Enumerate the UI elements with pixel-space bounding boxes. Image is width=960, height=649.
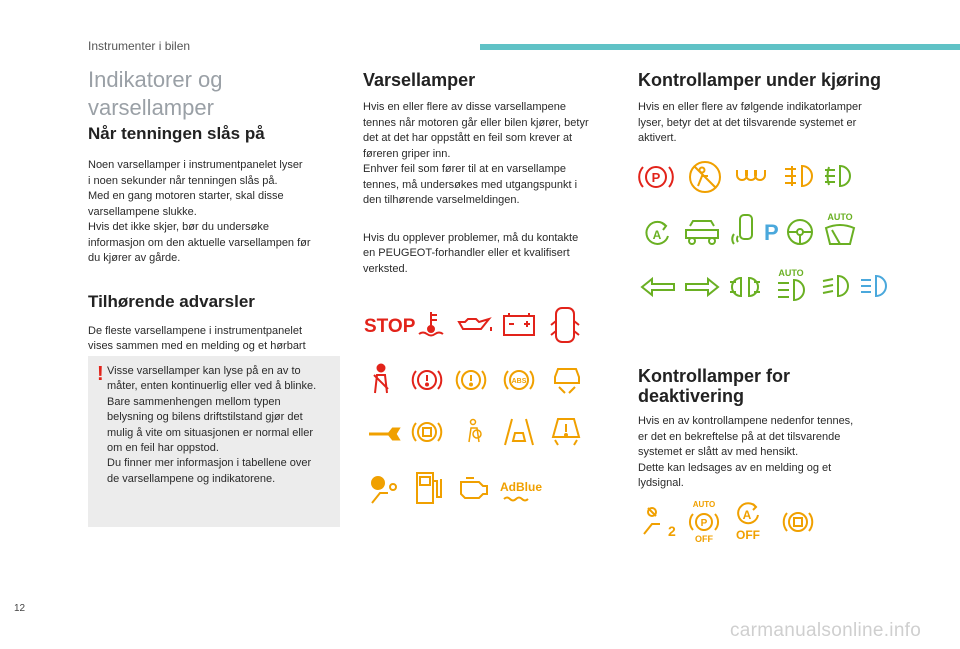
glow-plug-icon [734, 166, 768, 186]
brake-pads-icon [412, 417, 442, 447]
auto-stop-start-icon [644, 220, 672, 248]
text-line: aktivert. [638, 132, 677, 144]
parking-label: P [651, 170, 661, 185]
text-line: Dette kan ledsages av en melding og et [638, 461, 832, 474]
sidelights-icon [728, 274, 762, 300]
text-line: Hvis en av kontrollampene nedenfor tennes, [638, 415, 854, 427]
text-line: Du finner mer informasjon i tabellene over [107, 457, 312, 470]
text-line: vises sammen med en melding og et hørbart [88, 340, 306, 352]
text-line: om en feil har oppstod. [107, 442, 219, 455]
auto-label: AUTO [692, 500, 716, 509]
heading-ignition: Når tenningen slås på [88, 124, 265, 143]
deactivation-text [638, 414, 898, 492]
parking-sensors-icon [730, 212, 756, 250]
park-assist-icon [760, 216, 782, 246]
brake-warning-icon [456, 365, 486, 395]
adblue-icon [498, 475, 542, 505]
parking-brake-icon [636, 162, 676, 192]
stop-icon [362, 313, 416, 337]
door-open-icon [550, 305, 580, 345]
warning-icons-grid [362, 305, 602, 515]
front-fog-icon [822, 162, 852, 190]
a-label: A [742, 508, 752, 522]
heading-deactivation-line2: deaktivering [638, 386, 745, 406]
text-line: den tilhørende varselmeldingen. [363, 194, 520, 206]
text-line: Visse varsellamper kan lyse på en av to [107, 365, 301, 377]
text-line: Enhver feil som fører til at en varsellampe [363, 163, 566, 175]
deactivation-section [638, 366, 898, 492]
oil-pressure-icon [456, 313, 494, 337]
dipped-beam-icon [820, 272, 850, 300]
warning-lamps-text [363, 100, 613, 209]
text-line: det at det har oppstått en feil som krever at [363, 132, 573, 144]
heading-deactivation-line1: Kontrollamper for [638, 366, 791, 386]
note-box [88, 356, 340, 527]
esp-icon [550, 361, 584, 395]
auto-wipers-icon [820, 210, 860, 248]
p-label: P [700, 518, 708, 529]
text-line: verksted. [363, 262, 408, 275]
text-line: måter, enten kontinuerlig eller ved å blinke. [107, 380, 317, 393]
indicator-icons-grid [636, 150, 896, 310]
text-line: varsellampene slukke. [88, 205, 197, 218]
seatbelt-icon [366, 363, 396, 397]
text-line: Hvis du opplever problemer, må du kontakte [363, 231, 579, 244]
text-line: Hvis det ikke skjer, bør du undersøke [88, 221, 269, 233]
auto-park-brake-off-icon [686, 498, 722, 544]
header-accent-bar [480, 44, 960, 50]
text-line: Noen varsellamper i instrumentpanelet lyser [88, 159, 303, 171]
text-line: du kjører av gårde. [88, 252, 181, 264]
text-line: i noen sekunder når tenningen slås på. [88, 174, 278, 187]
column-warning-lamps [363, 66, 613, 277]
text-line: de varsellampene og indikatorene. [107, 472, 276, 485]
main-beam-icon [858, 272, 888, 300]
turn-left-icon [640, 276, 676, 298]
page-number: 12 [14, 603, 26, 614]
text-line: lyser, betyr det at det tilsvarende systemet er [638, 116, 857, 129]
exclamation-icon: ! [97, 363, 104, 385]
passenger-number: 2 [668, 523, 676, 539]
watermark: carmanualsonline.info [730, 620, 922, 641]
coolant-temp-icon [416, 309, 446, 339]
text-line: De fleste varsellampene i instrumentpanelet [88, 324, 303, 337]
off-label: OFF [736, 528, 760, 542]
cruise-control-icon [682, 216, 722, 246]
dealer-text [363, 231, 613, 278]
text-line: en PEUGEOT-forhandler eller et kvalifisert [363, 247, 570, 259]
engine-check-icon [456, 475, 490, 501]
stop-start-label: A [652, 228, 662, 242]
text-line: er det en bekreftelse på at det tilsvarende [638, 430, 841, 443]
page-title: Indikatorer og varsellamper [88, 67, 223, 120]
airbag-deactivated-icon [640, 504, 680, 540]
lane-departure-icon [502, 417, 536, 447]
fuel-icon [414, 469, 444, 507]
brake-assist-off-icon [780, 506, 816, 538]
deactivation-icons-row [640, 496, 820, 546]
text-line: føreren griper inn. [363, 147, 451, 160]
heading-warnings: Tilhørende advarsler [88, 291, 255, 311]
passenger-airbag-icon [368, 473, 402, 507]
text-line: informasjon om den aktuelle varsellampen før [88, 236, 311, 249]
stop-label: STOP [364, 316, 416, 337]
abs-label: ABS [511, 378, 527, 385]
text-line: belysning og bilens driftstilstand gjør det [107, 411, 303, 424]
column-indicator-lamps [638, 66, 898, 147]
park-assist-label: P [764, 220, 779, 245]
heading-indicator-lamps: Kontrollamper under kjøring [638, 70, 882, 90]
auto-headlights-icon [772, 266, 810, 302]
text-line: Hvis en eller flere av disse varsellampene [363, 101, 566, 113]
ignition-text [88, 158, 340, 267]
text-line: Med en gang motoren starter, skal disse [88, 190, 284, 202]
text-line: Bare sammenhengen mellom typen [107, 395, 281, 408]
auto-wipers-label: AUTO [827, 212, 853, 222]
note-text [107, 364, 335, 487]
general-warning-icon [550, 415, 582, 447]
turn-right-icon [684, 276, 720, 298]
stop-start-off-icon [732, 502, 766, 542]
auto-headlights-label: AUTO [778, 268, 804, 278]
text-line: tennes når motoren går eller bilen kjører, betyr [363, 116, 589, 129]
column-intro [88, 66, 340, 370]
service-warning-icon [412, 365, 442, 395]
seatbelt-passenger-icon [686, 158, 724, 196]
heading-warning-lamps: Varsellamper [363, 70, 476, 90]
adblue-label: AdBlue [500, 480, 542, 494]
text-line: tennes, må undersøkes med utgangspunkt i [363, 178, 578, 191]
airbag-off-icon [462, 417, 484, 447]
text-line: systemet er slått av med hensikt. [638, 446, 799, 458]
wrench-icon [366, 423, 400, 443]
text-line: Hvis en eller flere av følgende indikatorlamper [638, 101, 862, 113]
abs-icon [502, 365, 536, 395]
indicator-lamps-text [638, 100, 898, 147]
text-line: lydsignal. [638, 477, 684, 489]
section-title: Instrumenter i bilen [88, 39, 191, 53]
rear-fog-icon [782, 162, 812, 190]
text-line: mulig å vite om situasjonen er normal eller [107, 426, 314, 439]
battery-icon [502, 311, 536, 337]
steering-assist-icon [784, 216, 816, 248]
off-label: OFF [695, 534, 713, 544]
